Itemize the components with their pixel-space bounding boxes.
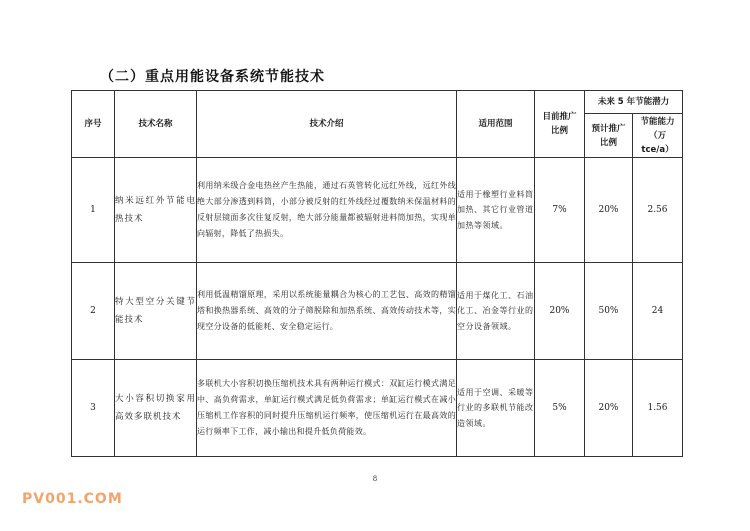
header-name: 技术名称 [115, 91, 197, 158]
row-seq: 3 [72, 360, 115, 457]
energy-saving-technology-table [71, 90, 683, 457]
row-scope: 适用于煤化工、石油化工、冶金等行业的空分设备领域。 [457, 263, 535, 360]
row-technology-name: 纳米远红外节能电热技术 [115, 158, 197, 263]
row-seq: 2 [72, 263, 115, 360]
watermark: PV001.COM [22, 491, 123, 507]
row-expected-ratio: 50% [585, 263, 633, 360]
row-scope: 适用于橡塑行业料筒加热、其它行业管道加热等领域。 [457, 158, 535, 263]
header-saving-capacity: 节能能力（万 tce/a） [633, 114, 683, 158]
row-technology-intro: 利用纳米级合金电热丝产生热能，通过石英管转化远红外线，远红外线绝大部分渗透到料筒，小部分被反射的红外线经过覆数纳米保温材料的反射层镜面多次往复反射，绝大部分能量都被辐射进料筒加热，实现单向辐射，降低了热损失。 [197, 158, 457, 263]
row-expected-ratio: 20% [585, 158, 633, 263]
row-scope: 适用于空调、采暖等行业的多联机节能改造领域。 [457, 360, 535, 457]
section-title: （二）重点用能设备系统节能技术 [100, 69, 325, 85]
row-technology-intro: 多联机大小容积切换压缩机技术具有两种运行模式：双缸运行模式满足中、高负荷需求，单缸运行模式满足低负荷需求；单缸运行模式在减小压缩机工作容积的同时提升压缩机运行频率，使压缩机运行在最高效的运行频率下工作，减小输出和提升低负荷能效。 [197, 360, 457, 457]
page-number: 8 [372, 475, 378, 483]
row-technology-intro: 利用低温精馏原理，采用以系统能量耦合为核心的工艺包、高效的精馏塔和换热器系统、高效的分子筛脱除和加热系统、高效传动技术等，实现空分设备的低能耗、安全稳定运行。 [197, 263, 457, 360]
table-row [72, 360, 683, 457]
row-saving-capacity: 2.56 [633, 158, 683, 263]
row-technology-name: 特大型空分关键节能技术 [115, 263, 197, 360]
header-row [72, 91, 683, 114]
header-seq: 序号 [72, 91, 115, 158]
row-saving-capacity: 1.56 [633, 360, 683, 457]
row-expected-ratio: 20% [585, 360, 633, 457]
table-row [72, 263, 683, 360]
table-row [72, 158, 683, 263]
row-current-ratio: 20% [535, 263, 585, 360]
header-expected-ratio: 预计推广比例 [585, 114, 633, 158]
header-potential-group: 未来 5 年节能潜力 [585, 91, 683, 114]
row-current-ratio: 7% [535, 158, 585, 263]
row-current-ratio: 5% [535, 360, 585, 457]
row-technology-name: 大小容积切换家用高效多联机技术 [115, 360, 197, 457]
row-seq: 1 [72, 158, 115, 263]
header-current-ratio: 目前推广比例 [535, 91, 585, 158]
header-scope: 适用范围 [457, 91, 535, 158]
row-saving-capacity: 24 [633, 263, 683, 360]
header-intro: 技术介绍 [197, 91, 457, 158]
